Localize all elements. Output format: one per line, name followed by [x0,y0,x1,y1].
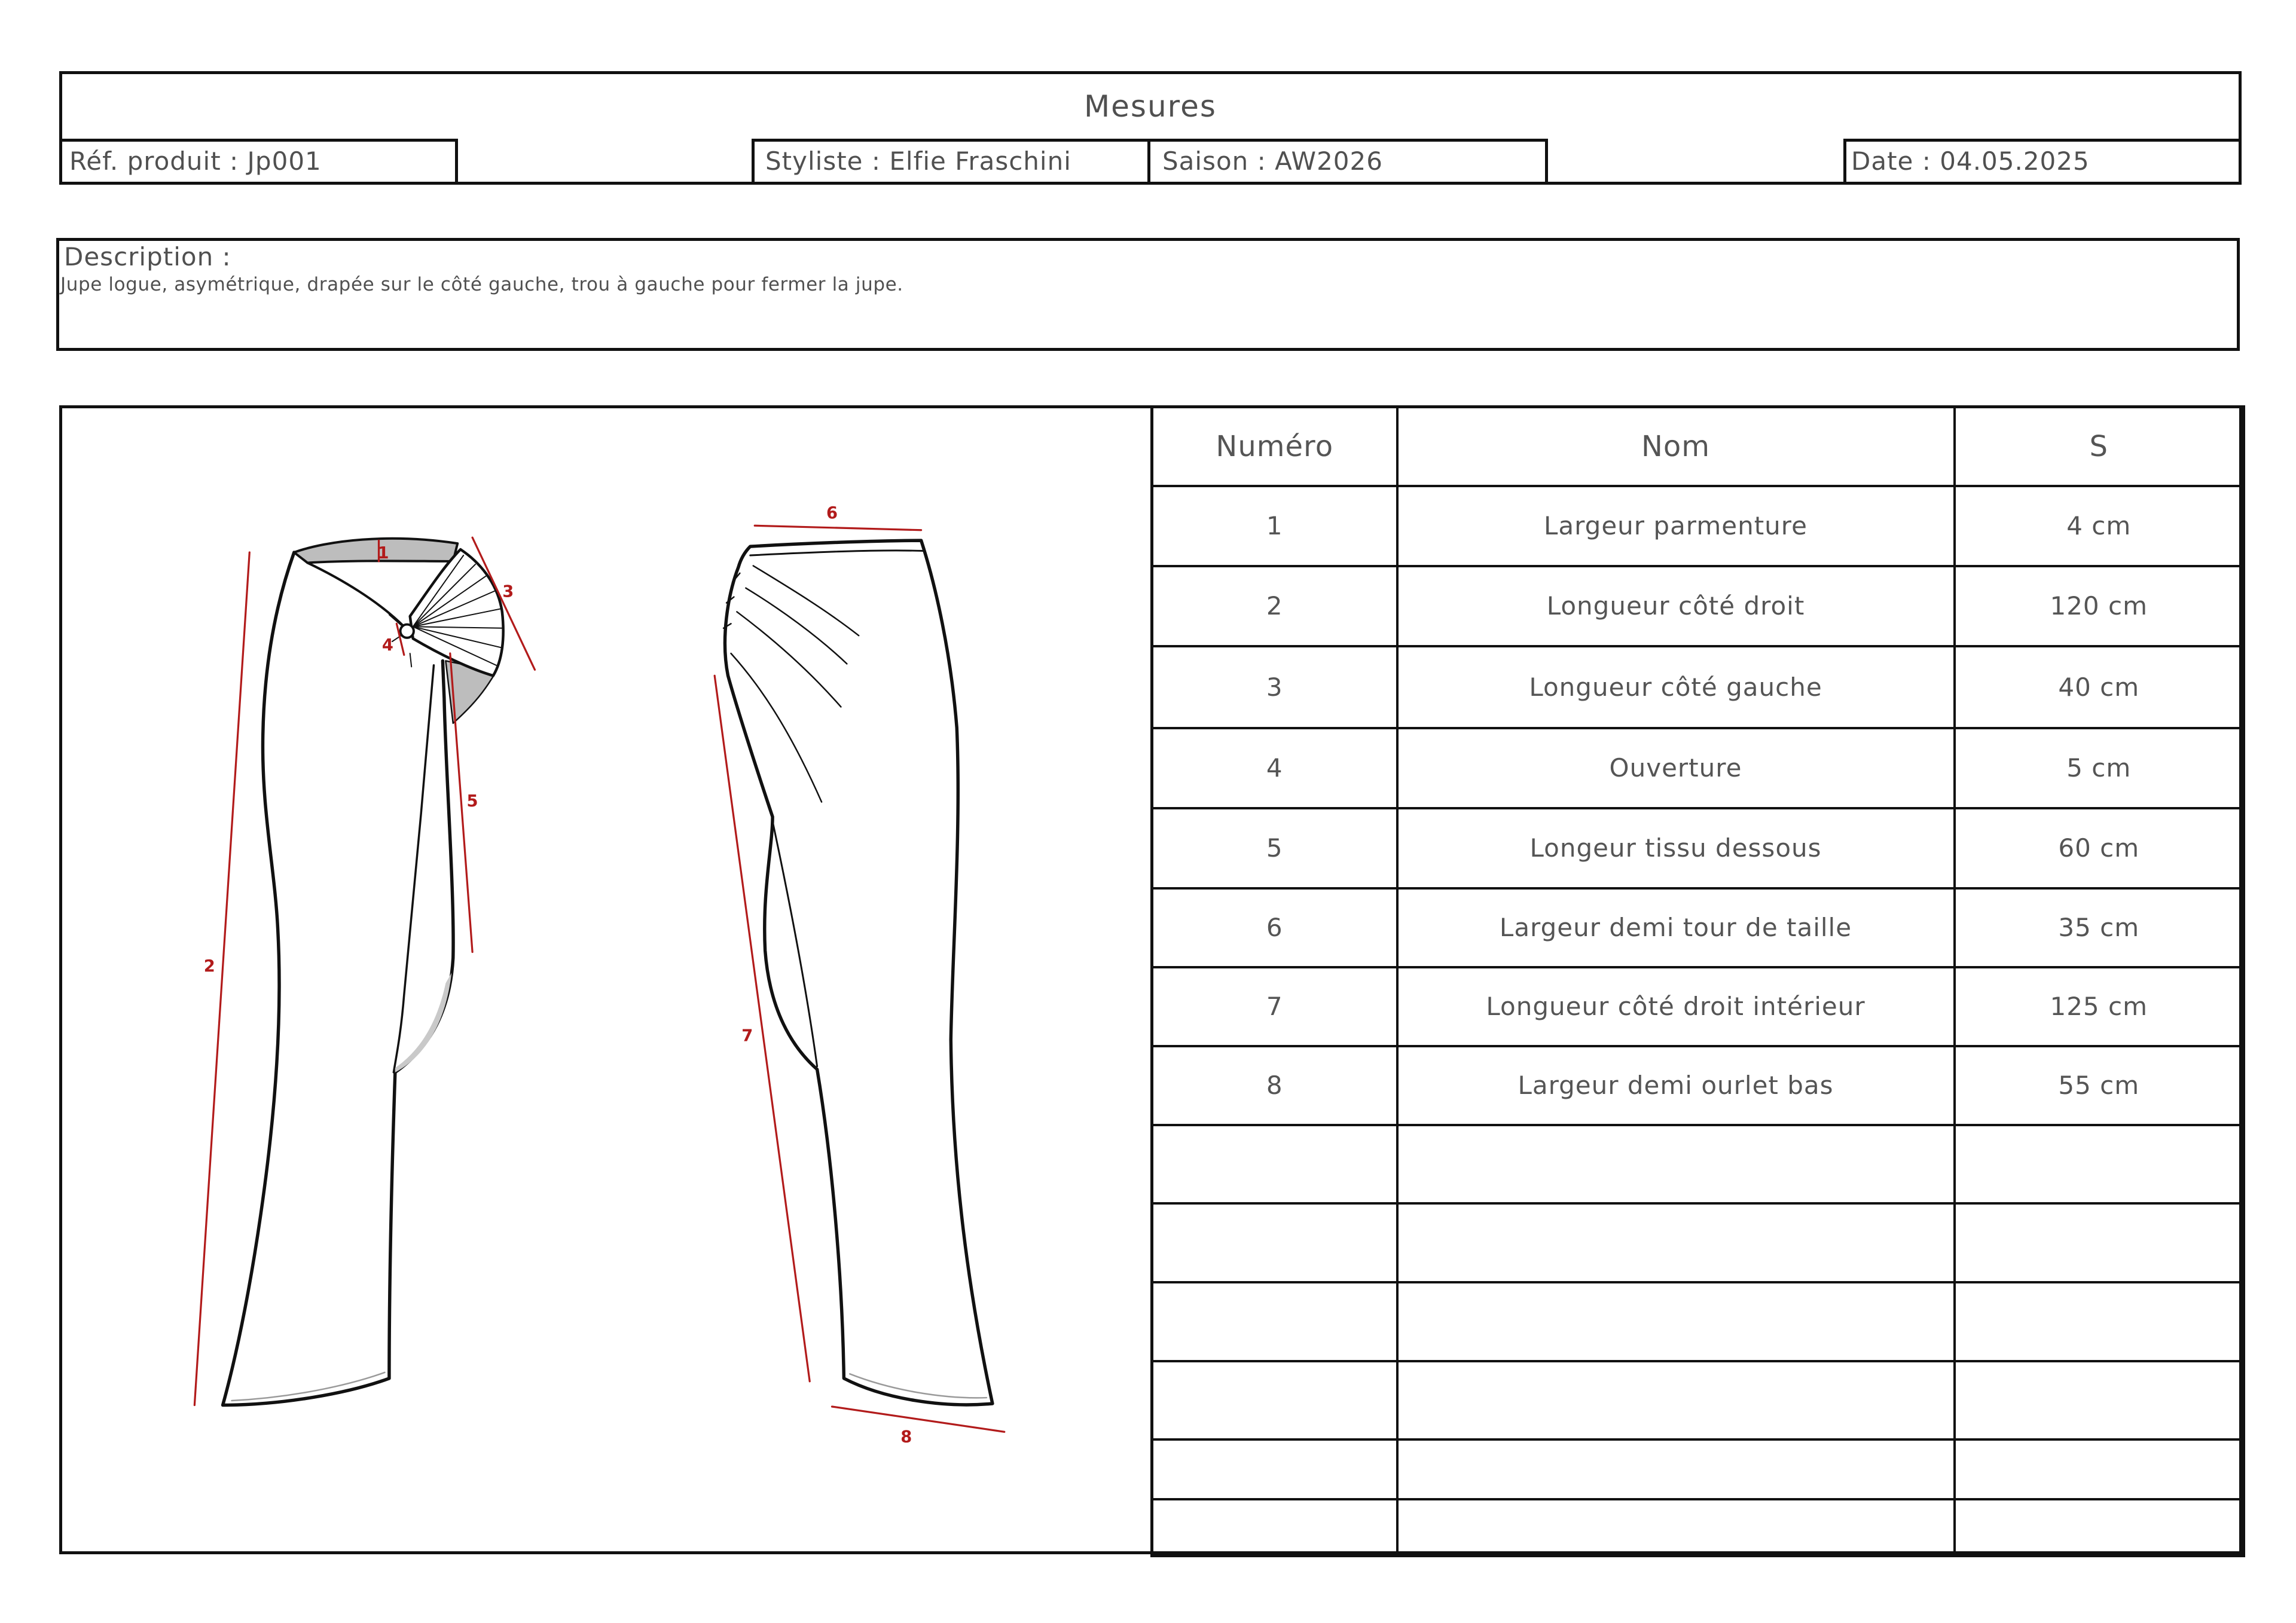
cell-number [1152,1499,1397,1556]
cell-size [1955,1282,2244,1361]
product-ref-field [59,139,458,185]
cell-number: 4 [1152,728,1397,808]
measurement-label-8: 8 [900,1428,912,1447]
cell-name [1397,1125,1955,1203]
table-row [1152,808,2244,888]
season-field [1147,139,1548,185]
description-label: Description : [64,242,231,271]
cell-name: Largeur demi tour de taille [1397,888,1955,967]
cell-name: Largeur parmenture [1397,486,1955,566]
date-label: Date : [1851,146,1931,176]
table-row [1152,888,2244,967]
cell-name: Longueur côté droit intérieur [1397,967,1955,1046]
table-row [1152,486,2244,566]
column-header-size-s: S [1955,407,2244,486]
table-row [1152,1046,2244,1125]
cell-number: 8 [1152,1046,1397,1125]
cell-name: Longueur côté gauche [1397,646,1955,728]
cell-number [1152,1125,1397,1203]
cell-name: Longeur tissu dessous [1397,808,1955,888]
cell-number [1152,1361,1397,1439]
date-field [1843,139,2242,185]
cell-size: 4 cm [1955,486,2244,566]
cell-number [1152,1439,1397,1499]
measurement-label-6: 6 [826,503,838,522]
table-row-empty [1152,1203,2244,1282]
product-ref-value: Jp001 [247,146,322,176]
cell-number: 5 [1152,808,1397,888]
table-row-empty [1152,1361,2244,1439]
cell-size: 125 cm [1955,967,2244,1046]
measurement-label-2: 2 [203,956,215,976]
table-row-empty [1152,1439,2244,1499]
cell-name: Largeur demi ourlet bas [1397,1046,1955,1125]
cell-size: 120 cm [1955,566,2244,646]
measurement-label-4: 4 [381,636,393,655]
table-row-empty [1152,1282,2244,1361]
measurement-label-3: 3 [502,582,514,601]
product-ref-label: Réf. produit : [69,146,239,176]
cell-number [1152,1282,1397,1361]
cell-number [1152,1203,1397,1282]
cell-number: 7 [1152,967,1397,1046]
season-value: AW2026 [1275,146,1383,176]
cell-name [1397,1361,1955,1439]
cell-number: 2 [1152,566,1397,646]
measurement-label-7: 7 [741,1026,753,1046]
cell-number: 3 [1152,646,1397,728]
cell-name [1397,1439,1955,1499]
page-title: Mesures [1084,89,1217,124]
cell-size [1955,1499,2244,1556]
season-label: Saison : [1162,146,1266,176]
cell-size: 35 cm [1955,888,2244,967]
table-header-row [1152,407,2244,486]
cell-size [1955,1203,2244,1282]
cell-name [1397,1282,1955,1361]
cell-size: 40 cm [1955,646,2244,728]
table-row-empty [1152,1499,2244,1556]
table-row [1152,967,2244,1046]
cell-number: 1 [1152,486,1397,566]
measurements-table [1150,405,2245,1557]
table-row [1152,728,2244,808]
table-row [1152,566,2244,646]
cell-name [1397,1203,1955,1282]
column-header-name: Nom [1397,407,1955,486]
measurement-label-5: 5 [466,791,478,811]
cell-size [1955,1439,2244,1499]
stylist-field [752,139,1150,185]
stylist-value: Elfie Fraschini [889,146,1071,176]
cell-name [1397,1499,1955,1556]
cell-size [1955,1125,2244,1203]
cell-number: 6 [1152,888,1397,967]
cell-size: 5 cm [1955,728,2244,808]
cell-size: 60 cm [1955,808,2244,888]
table-row [1152,646,2244,728]
cell-name: Longueur côté droit [1397,566,1955,646]
measurement-label-1: 1 [377,543,389,563]
date-value: 04.05.2025 [1940,146,2090,176]
cell-size [1955,1361,2244,1439]
stylist-label: Styliste : [765,146,881,176]
cell-name: Ouverture [1397,728,1955,808]
table-row-empty [1152,1125,2244,1203]
cell-size: 55 cm [1955,1046,2244,1125]
column-header-number: Numéro [1152,407,1397,486]
description-text: Jupe logue, asymétrique, drapée sur le côté gauche, trou à gauche pour fermer la jupe. [60,274,903,295]
